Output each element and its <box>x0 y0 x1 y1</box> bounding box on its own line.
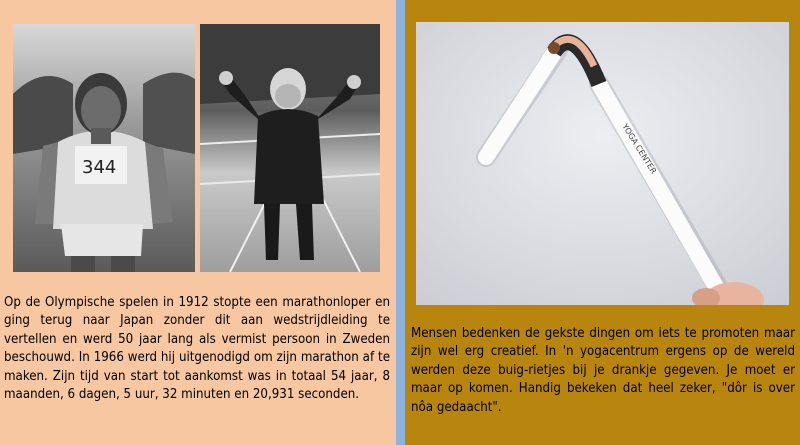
runner-bib-number: 344 <box>82 157 117 178</box>
runner-photo <box>13 24 195 272</box>
straw-brand-text: YOGA CENTER <box>620 122 659 176</box>
yoga-straw-caption: Mensen bedenken de gekste dingen om iets te promoten maar zijn wel erg creatief. In 'n yogacentrum ergens op de wereld werden deze buig-rietjes bij je drankje gegeven. Je moet er maar op komen. Handig bekeken dat heel zeker, "dôr is over nôa gedaacht". <box>411 326 795 415</box>
panel-divider <box>396 0 405 445</box>
elderly-man-photo <box>200 24 380 272</box>
olympic-marathon-caption: Op de Olympische spelen in 1912 stopte een marathonloper en ging terug naar Japan zonder dit aan wedstrijdleiding te vertellen en werd 50 jaar lang als vermist persoon in Zweden beschouwd. In 1966 werd hij uitgenodigd om zijn marathon af te maken. Zijn tijd van start tot aankomst was in totaal 54 jaar, 8 maanden, 6 dagen, 5 uur, 32 minuten en 20,931 seconden. <box>4 295 390 403</box>
yoga-straw-photo <box>416 22 789 305</box>
